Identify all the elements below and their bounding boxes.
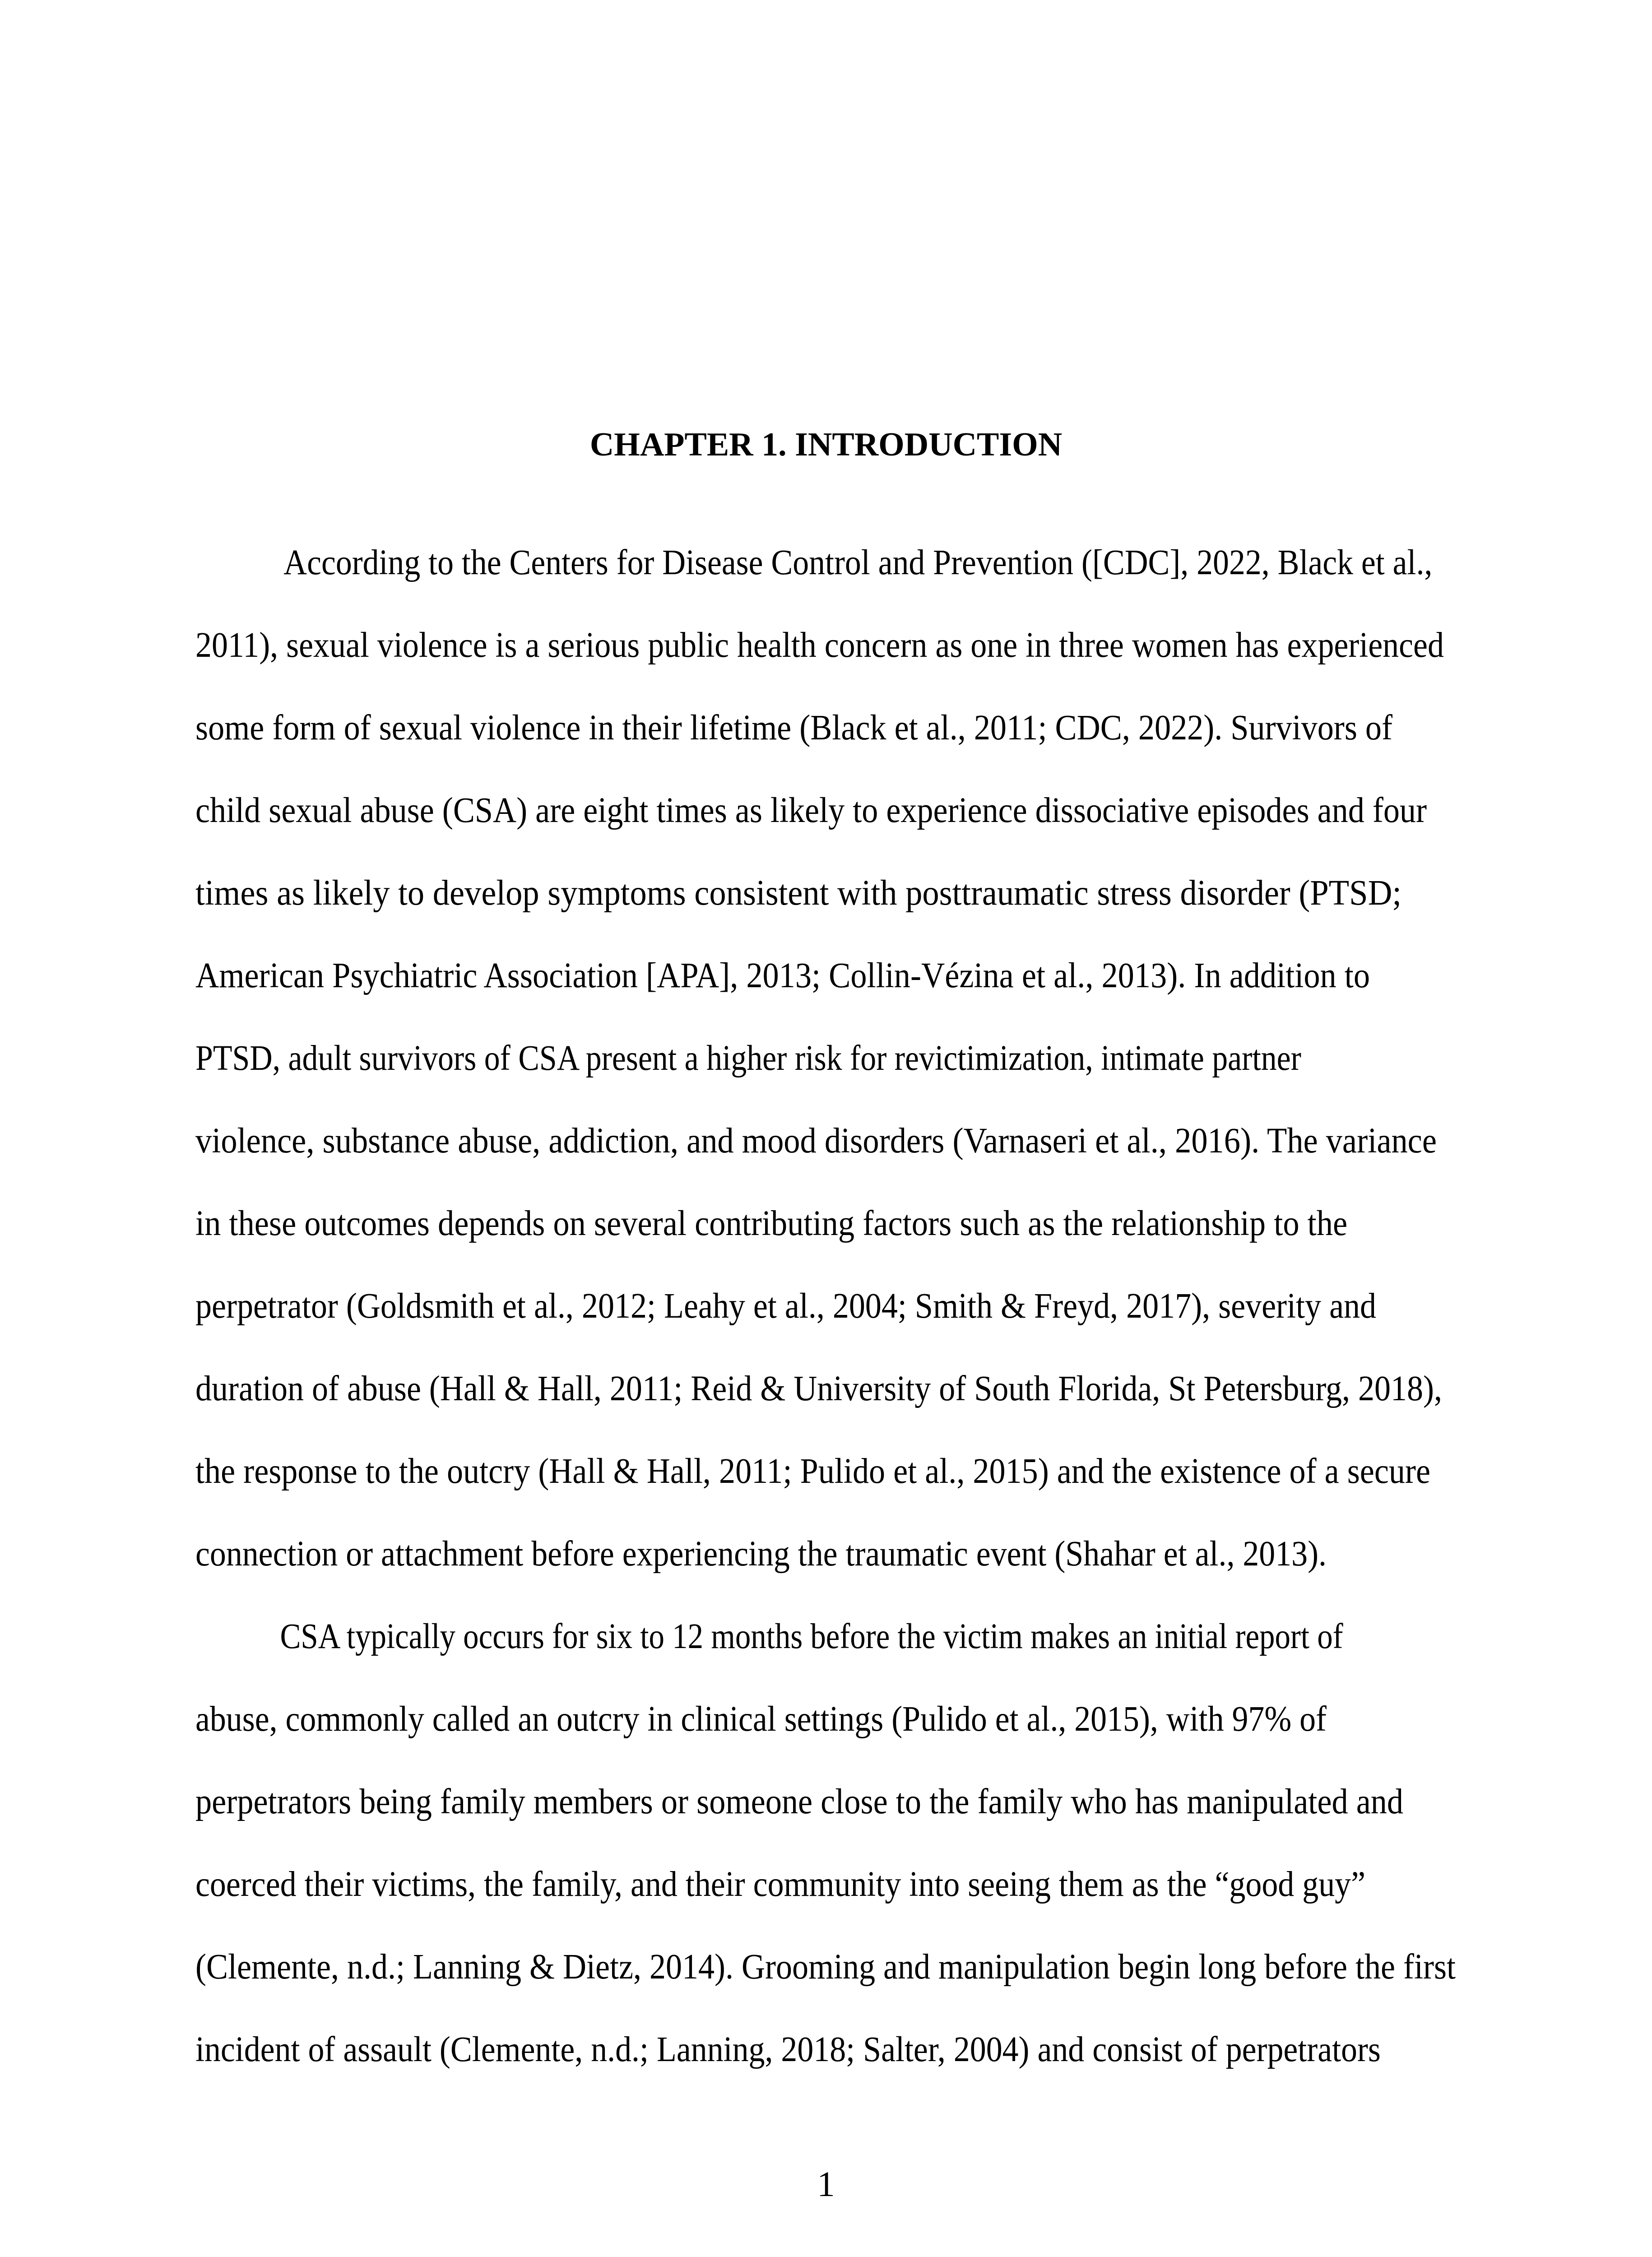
text-line: the response to the outcry (Hall & Hall, 2011; Pulido et al., 2015) and the existence of a secure (195, 1452, 1430, 1491)
text-line: incident of assault (Clemente, n.d.; Lanning, 2018; Salter, 2004) and consist of perpetrators (195, 2030, 1381, 2069)
text-line: times as likely to develop symptoms consistent with posttraumatic stress disorder (PTSD; (195, 873, 1402, 913)
body-text (195, 521, 1504, 2091)
text-line: American Psychiatric Association [APA], 2013; Collin-Vézina et al., 2013). In addition to (195, 956, 1370, 995)
text-line: connection or attachment before experiencing the traumatic event (Shahar et al., 2013). (195, 1534, 1327, 1574)
text-line: According to the Centers for Disease Control and Prevention ([CDC], 2022, Black et al., (283, 543, 1433, 582)
text-line: PTSD, adult survivors of CSA present a higher risk for revictimization, intimate partner (195, 1039, 1301, 1078)
text-line: (Clemente, n.d.; Lanning & Dietz, 2014). Grooming and manipulation begin long before the first (195, 1947, 1456, 1987)
page-number: 1 (817, 2165, 835, 2204)
text-line: violence, substance abuse, addiction, and mood disorders (Varnaseri et al., 2016). The variance (195, 1121, 1437, 1161)
text-line: some form of sexual violence in their lifetime (Black et al., 2011; CDC, 2022). Survivors of (195, 708, 1393, 748)
text-line: CSA typically occurs for six to 12 months before the victim makes an initial report of (280, 1617, 1343, 1656)
text-line: 2011), sexual violence is a serious public health concern as one in three women has experienced (195, 626, 1444, 665)
text-line: in these outcomes depends on several contributing factors such as the relationship to the (195, 1204, 1348, 1243)
text-line: duration of abuse (Hall & Hall, 2011; Reid & University of South Florida, St Petersburg, 2018), (195, 1369, 1443, 1408)
chapter-title: CHAPTER 1. INTRODUCTION (589, 426, 1063, 463)
text-line: perpetrators being family members or someone close to the family who has manipulated and (195, 1782, 1404, 1821)
text-line: perpetrator (Goldsmith et al., 2012; Leahy et al., 2004; Smith & Freyd, 2017), severity and (195, 1286, 1377, 1326)
text-line: child sexual abuse (CSA) are eight times as likely to experience dissociative episodes and four (195, 791, 1427, 830)
text-line: coerced their victims, the family, and their community into seeing them as the “good guy” (195, 1865, 1366, 1904)
text-line: abuse, commonly called an outcry in clinical settings (Pulido et al., 2015), with 97% of (195, 1700, 1327, 1739)
